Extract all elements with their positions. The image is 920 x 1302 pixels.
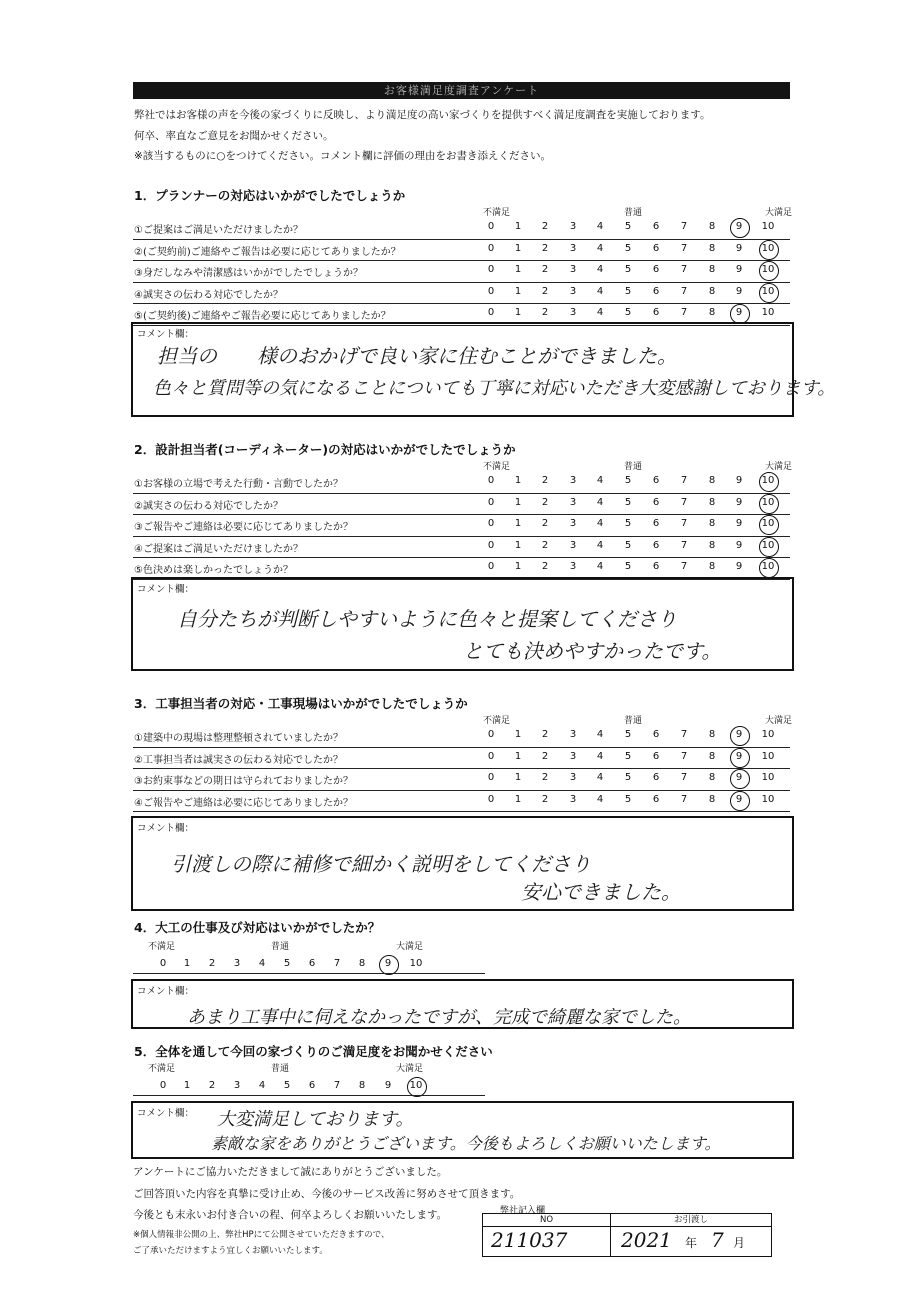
scale-option-6[interactable]: 6 [652,772,660,783]
scale-option-5[interactable]: 5 [283,1080,291,1091]
scale-option-2[interactable]: 2 [541,539,549,551]
scale-option-2[interactable]: 2 [541,475,549,486]
scale-option-7[interactable]: 7 [680,750,688,762]
scale-option-0[interactable]: 0 [487,496,495,508]
scale-option-5[interactable]: 5 [624,221,632,232]
scale-option-9[interactable]: 9 [735,793,743,805]
scale-option-2[interactable]: 2 [541,496,549,508]
question-text: ②(ご契約前)ご連絡やご報告は必要に応じてありましたか？ [134,246,401,258]
scale-option-6[interactable]: 6 [308,958,316,969]
scale-option-8[interactable]: 8 [708,539,716,551]
scale-option-9[interactable]: 9 [735,496,743,508]
scale-option-5[interactable]: 5 [624,518,632,529]
scale-option-4[interactable]: 4 [596,264,604,275]
scale-option-1[interactable]: 1 [514,264,522,275]
scale-option-4[interactable]: 4 [596,750,604,762]
scale-option-8[interactable]: 8 [708,750,716,762]
question-text: ①建築中の現場は整理整頓されていましたか？ [134,733,343,744]
scale-option-2[interactable]: 2 [541,561,549,572]
scale-option-2[interactable]: 2 [541,729,549,740]
scale-option-4[interactable]: 4 [596,221,604,232]
answer-circle [407,1077,427,1097]
row-divider [133,811,790,812]
scale-option-6[interactable]: 6 [652,242,660,254]
scale-option-4[interactable]: 4 [596,539,604,551]
delivery-month: 7 [711,1228,724,1252]
row-divider [133,768,790,769]
scale-option-8[interactable]: 8 [708,475,716,486]
section-4-comment-box [131,979,794,1029]
question-text: ③ご報告やご連絡は必要に応じてありましたか？ [134,522,353,533]
scale-mid-label: 普通 [271,942,290,952]
scale-option-3[interactable]: 3 [569,264,577,275]
scale-option-10[interactable]: 10 [409,1080,423,1091]
scale-option-6[interactable]: 6 [652,750,660,762]
row-divider [133,557,790,558]
delivery-header: お引渡し [611,1214,771,1227]
scale-option-5[interactable]: 5 [283,958,291,969]
scale-option-4[interactable]: 4 [596,496,604,508]
scale-option-6[interactable]: 6 [652,221,660,232]
scale-option-3[interactable]: 3 [569,750,577,762]
question-text: ⑤色決めは楽しかったでしょうか？ [134,565,293,576]
scale-option-10[interactable]: 10 [761,496,775,508]
section-2-heading: 2．設計担当者(コーディネーター)の対応はいかがでしたでしょうか [134,442,516,457]
scale-option-6[interactable]: 6 [652,264,660,275]
scale-option-2[interactable]: 2 [541,264,549,275]
scale-option-0[interactable]: 0 [487,729,495,740]
scale-option-10[interactable]: 10 [761,750,775,762]
answer-circle [730,218,750,238]
divider [133,1095,485,1096]
scale-option-7[interactable]: 7 [680,264,688,275]
question-text: ①お客様の立場で考えた行動・言動でしたか？ [134,479,343,490]
scale-option-0[interactable]: 0 [487,285,495,297]
row-divider [133,514,790,515]
scale-option-0[interactable]: 0 [487,518,495,529]
comment-line: 自分たちが判断しやすいように色々と提案してくださり [177,607,677,631]
scale-option-2[interactable]: 2 [541,750,549,762]
question-text: ②誠実さの伝わる対応でしたか？ [134,500,283,512]
scale-option-10[interactable]: 10 [761,264,775,275]
scale-option-10[interactable]: 10 [761,793,775,805]
survey-title: お客様満足度調査アンケート [133,82,790,99]
scale-option-6[interactable]: 6 [652,285,660,297]
scale-option-1[interactable]: 1 [183,958,191,969]
footer-note: ※個人情報非公開の上、弊社HPにて公開させていただきますので、 [133,1230,390,1240]
scale-option-8[interactable]: 8 [358,958,366,969]
scale-option-5[interactable]: 5 [624,729,632,740]
scale-option-8[interactable]: 8 [708,561,716,572]
scale-high-label: 大満足 [396,942,424,952]
scale-option-1[interactable]: 1 [514,475,522,486]
answer-circle [730,748,750,768]
answer-circle [730,304,750,324]
scale-mid-label: 普通 [624,716,643,726]
scale-option-9[interactable]: 9 [735,242,743,254]
scale-option-10[interactable]: 10 [761,475,775,486]
answer-circle [759,558,779,578]
scale-option-4[interactable]: 4 [596,518,604,529]
scale-option-7[interactable]: 7 [333,958,341,969]
scale-option-9[interactable]: 9 [735,285,743,297]
scale-option-7[interactable]: 7 [680,307,688,318]
scale-option-7[interactable]: 7 [680,729,688,740]
scale-option-3[interactable]: 3 [569,518,577,529]
scale-option-4[interactable]: 4 [596,772,604,783]
row-divider [133,239,790,240]
scale-option-5[interactable]: 5 [624,793,632,805]
footer-note: ご了承いただけますよう宜しくお願いいたします。 [133,1246,328,1256]
scale-option-1[interactable]: 1 [514,561,522,572]
scale-option-2[interactable]: 2 [541,307,549,318]
scale-option-0[interactable]: 0 [487,750,495,762]
delivery-year: 2021 [621,1228,672,1252]
scale-option-1[interactable]: 1 [514,518,522,529]
office-use-table [482,1213,772,1257]
scale-option-7[interactable]: 7 [333,1080,341,1091]
scale-mid-label: 普通 [271,1064,290,1074]
comment-line: 色々と質問等の気になることについても丁寧に対応いただき大変感謝しております。 [153,378,836,399]
scale-low-label: 不満足 [483,716,511,726]
scale-high-label: 大満足 [396,1064,424,1074]
section-5-comment-box [131,1101,794,1159]
answer-circle [759,472,779,492]
question-text: ④誠実さの伝わる対応でしたか？ [134,289,283,301]
scale-option-0[interactable]: 0 [487,772,495,783]
scale-option-0[interactable]: 0 [487,561,495,572]
scale-option-4[interactable]: 4 [596,242,604,254]
scale-option-8[interactable]: 8 [708,242,716,254]
comment-line: 安心できました。 [521,880,681,904]
scale-option-9[interactable]: 9 [735,307,743,318]
row-divider [133,260,790,261]
scale-option-6[interactable]: 6 [652,729,660,740]
scale-option-8[interactable]: 8 [708,221,716,232]
section-4-heading: 4．大工の仕事及び対応はいかがでしたか？ [134,920,381,935]
year-unit: 年 [685,1236,698,1250]
answer-circle [759,515,779,535]
scale-option-6[interactable]: 6 [652,518,660,529]
scale-option-10[interactable]: 10 [761,561,775,572]
scale-option-3[interactable]: 3 [569,539,577,551]
scale-option-5[interactable]: 5 [624,496,632,508]
scale-option-6[interactable]: 6 [652,307,660,318]
section-5-heading: 5．全体を通して今回の家づくりのご満足度をお聞かせください [134,1044,493,1059]
scale-option-1[interactable]: 1 [514,285,522,297]
row-divider [133,303,790,304]
footer-line: ご回答頂いた内容を真摯に受け止め、今後のサービス改善に努めさせて頂きます。 [133,1188,521,1200]
scale-option-1[interactable]: 1 [514,793,522,805]
question-text: ③身だしなみや清潔感はいかがでしたでしょうか？ [134,268,363,279]
scale-option-3[interactable]: 3 [569,496,577,508]
scale-option-9[interactable]: 9 [384,1080,392,1091]
scale-option-7[interactable]: 7 [680,475,688,486]
scale-high-label: 大満足 [765,716,793,726]
comment-label: コメント欄： [137,986,195,997]
comment-line: あまり工事中に伺えなかったですが、完成で綺麗な家でした。 [187,1007,691,1028]
section-3-heading: 3．工事担当者の対応・工事現場はいかがでしたでしょうか [134,696,468,711]
scale-option-3[interactable]: 3 [569,793,577,805]
scale-option-2[interactable]: 2 [208,1080,216,1091]
scale-option-0[interactable]: 0 [487,475,495,486]
scale-option-0[interactable]: 0 [159,958,167,969]
scale-option-7[interactable]: 7 [680,539,688,551]
scale-high-label: 大満足 [765,462,793,472]
scale-option-5[interactable]: 5 [624,307,632,318]
scale-option-8[interactable]: 8 [708,285,716,297]
question-text: ③お約束事などの期日は守られておりましたか？ [134,776,353,787]
footer-line: アンケートにご協力いただきまして誠にありがとうございました。 [133,1166,448,1178]
scale-low-label: 不満足 [148,1064,176,1074]
scale-option-5[interactable]: 5 [624,475,632,486]
month-unit: 月 [733,1236,746,1250]
scale-option-2[interactable]: 2 [541,772,549,783]
scale-option-4[interactable]: 4 [596,285,604,297]
scale-option-10[interactable]: 10 [761,772,775,783]
scale-option-10[interactable]: 10 [761,729,775,740]
answer-circle [759,240,779,260]
scale-option-8[interactable]: 8 [708,772,716,783]
scale-option-10[interactable]: 10 [761,518,775,529]
scale-option-4[interactable]: 4 [258,1080,266,1091]
comment-label: コメント欄： [137,584,195,595]
scale-option-3[interactable]: 3 [569,221,577,232]
scale-option-9[interactable]: 9 [735,518,743,529]
question-text: ④ご報告やご連絡は必要に応じてありましたか？ [134,797,353,809]
scale-option-3[interactable]: 3 [569,475,577,486]
scale-option-8[interactable]: 8 [708,264,716,275]
intro-line: 弊社ではお客様の声を今後の家づくりに反映し、より満足度の高い家づくりを提供すべく満足度調査を実施しております。 [134,109,711,121]
scale-mid-label: 普通 [624,462,643,472]
no-header: NO [483,1214,610,1227]
scale-option-7[interactable]: 7 [680,221,688,232]
scale-option-9[interactable]: 9 [735,729,743,740]
section-1-heading: 1．プランナーの対応はいかがでしたでしょうか [134,188,406,203]
answer-circle [759,261,779,281]
intro-line: 何卒、率直なご意見をお聞かせください。 [134,130,334,142]
scale-option-4[interactable]: 4 [596,729,604,740]
footer-line: 今後とも末永いお付き合いの程、何卒よろしくお願いいたします。 [133,1209,448,1221]
scale-option-8[interactable]: 8 [358,1080,366,1091]
scale-option-5[interactable]: 5 [624,264,632,275]
scale-option-7[interactable]: 7 [680,772,688,783]
section-1-comment-box [131,322,836,417]
scale-option-1[interactable]: 1 [514,729,522,740]
scale-option-10[interactable]: 10 [761,285,775,297]
comment-line: とても決めやすかったです。 [463,639,722,663]
scale-option-1[interactable]: 1 [514,307,522,318]
row-divider [133,493,790,494]
scale-option-6[interactable]: 6 [652,539,660,551]
office-use-label: 弊社記入欄 [500,1206,546,1216]
scale-option-1[interactable]: 1 [514,772,522,783]
row-divider [133,790,790,791]
scale-option-7[interactable]: 7 [680,518,688,529]
scale-option-10[interactable]: 10 [761,221,775,232]
record-number: 211037 [491,1228,568,1252]
scale-option-5[interactable]: 5 [624,285,632,297]
scale-option-9[interactable]: 9 [735,772,743,783]
scale-option-8[interactable]: 8 [708,518,716,529]
scale-option-9[interactable]: 9 [735,221,743,232]
scale-option-7[interactable]: 7 [680,793,688,805]
scale-option-0[interactable]: 0 [487,793,495,805]
divider [133,973,485,974]
scale-option-2[interactable]: 2 [208,958,216,969]
comment-line: 引渡しの際に補修で細かく説明をしてくださり [171,852,591,876]
scale-option-1[interactable]: 1 [514,221,522,232]
scale-option-0[interactable]: 0 [487,242,495,254]
scale-option-0[interactable]: 0 [159,1080,167,1091]
scale-low-label: 不満足 [483,208,511,218]
scale-option-2[interactable]: 2 [541,793,549,805]
row-divider [133,536,790,537]
scale-option-9[interactable]: 9 [384,958,392,969]
scale-option-1[interactable]: 1 [514,242,522,254]
answer-circle [730,791,750,811]
scale-low-label: 不満足 [148,942,176,952]
comment-line: 素敵な家をありがとうございます。今後もよろしくお願いいたします。 [211,1134,721,1153]
scale-option-0[interactable]: 0 [487,264,495,275]
scale-option-5[interactable]: 5 [624,750,632,762]
scale-option-9[interactable]: 9 [735,264,743,275]
question-text: ④ご提案はご満足いただけましたか？ [134,543,303,555]
row-divider [133,747,790,748]
scale-option-1[interactable]: 1 [514,539,522,551]
scale-option-3[interactable]: 3 [569,242,577,254]
scale-option-4[interactable]: 4 [596,307,604,318]
scale-option-3[interactable]: 3 [233,958,241,969]
scale-option-10[interactable]: 10 [761,307,775,318]
answer-circle [759,537,779,557]
scale-option-0[interactable]: 0 [487,539,495,551]
scale-option-5[interactable]: 5 [624,242,632,254]
scale-option-4[interactable]: 4 [596,793,604,805]
scale-option-0[interactable]: 0 [487,221,495,232]
section-2-comment-box [131,577,794,671]
scale-option-5[interactable]: 5 [624,561,632,572]
scale-option-1[interactable]: 1 [514,496,522,508]
comment-label: コメント欄： [137,329,195,340]
scale-option-4[interactable]: 4 [258,958,266,969]
question-text: ①ご提案はご満足いただけましたか？ [134,225,303,236]
scale-option-3[interactable]: 3 [569,772,577,783]
question-text: ⑤(ご契約後)ご連絡やご報告必要に応じてありましたか？ [134,311,391,322]
scale-option-6[interactable]: 6 [652,475,660,486]
answer-circle [759,494,779,514]
scale-option-4[interactable]: 4 [596,561,604,572]
scale-option-5[interactable]: 5 [624,772,632,783]
scale-option-8[interactable]: 8 [708,793,716,805]
scale-option-8[interactable]: 8 [708,496,716,508]
scale-option-1[interactable]: 1 [183,1080,191,1091]
scale-option-5[interactable]: 5 [624,539,632,551]
comment-label: コメント欄： [137,823,195,834]
scale-option-9[interactable]: 9 [735,539,743,551]
scale-high-label: 大満足 [765,208,793,218]
scale-option-2[interactable]: 2 [541,518,549,529]
scale-option-3[interactable]: 3 [569,561,577,572]
scale-option-7[interactable]: 7 [680,285,688,297]
scale-option-9[interactable]: 9 [735,750,743,762]
scale-option-3[interactable]: 3 [569,285,577,297]
section-3-comment-box [131,816,794,911]
scale-option-3[interactable]: 3 [569,307,577,318]
scale-option-0[interactable]: 0 [487,307,495,318]
comment-line: 大変満足しております。 [217,1109,414,1130]
comment-label: コメント欄： [137,1108,195,1119]
scale-mid-label: 普通 [624,208,643,218]
scale-option-6[interactable]: 6 [652,496,660,508]
scale-option-2[interactable]: 2 [541,221,549,232]
scale-option-7[interactable]: 7 [680,242,688,254]
scale-option-10[interactable]: 10 [409,958,423,969]
scale-option-7[interactable]: 7 [680,561,688,572]
scale-option-6[interactable]: 6 [652,561,660,572]
scale-option-9[interactable]: 9 [735,561,743,572]
scale-option-8[interactable]: 8 [708,307,716,318]
answer-circle [759,283,779,303]
answer-circle [379,955,399,975]
comment-line: 担当の 様のおかげで良い家に住むことができました。 [157,344,677,368]
scale-option-3[interactable]: 3 [233,1080,241,1091]
scale-option-6[interactable]: 6 [652,793,660,805]
table-divider [610,1214,611,1256]
scale-option-8[interactable]: 8 [708,729,716,740]
intro-line: ※該当するものに○をつけてください。コメント欄に評価の理由をお書き添えください。 [134,150,551,162]
answer-circle [730,769,750,789]
scale-option-9[interactable]: 9 [735,475,743,486]
scale-option-10[interactable]: 10 [761,539,775,551]
scale-option-6[interactable]: 6 [308,1080,316,1091]
scale-option-3[interactable]: 3 [569,729,577,740]
answer-circle [730,726,750,746]
scale-low-label: 不満足 [483,462,511,472]
question-text: ②工事担当者は誠実さの伝わる対応でしたか？ [134,754,343,766]
scale-option-4[interactable]: 4 [596,475,604,486]
scale-option-10[interactable]: 10 [761,242,775,254]
row-divider [133,282,790,283]
scale-option-1[interactable]: 1 [514,750,522,762]
scale-option-2[interactable]: 2 [541,242,549,254]
scale-option-2[interactable]: 2 [541,285,549,297]
scale-option-7[interactable]: 7 [680,496,688,508]
